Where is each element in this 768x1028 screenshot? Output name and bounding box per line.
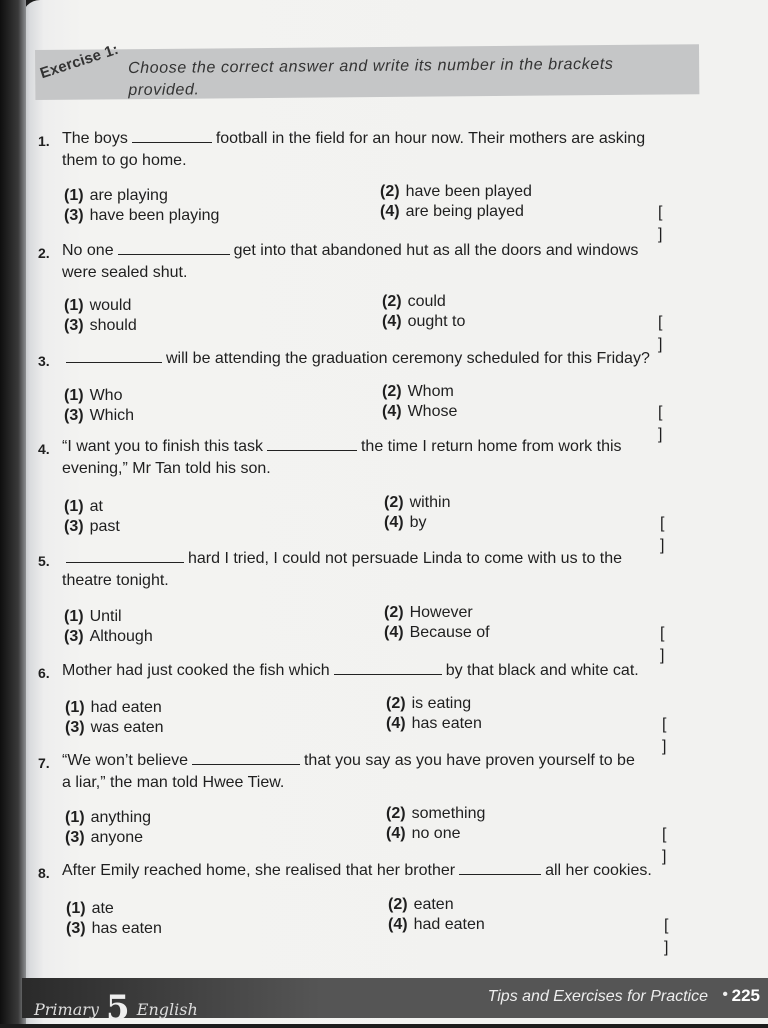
option-number: (4) bbox=[382, 403, 402, 420]
option-text: could bbox=[407, 293, 446, 310]
instruction-line-1: Choose the correct answer and write its number in the brackets bbox=[128, 55, 614, 77]
option-3 bbox=[64, 316, 137, 336]
option-number: (2) bbox=[384, 494, 404, 511]
option-number: (4) bbox=[388, 916, 408, 933]
option-1 bbox=[65, 808, 151, 828]
stem-second-line: a liar,” the man told Hwee Tiew. bbox=[62, 774, 285, 791]
option-text: eaten bbox=[413, 896, 454, 913]
option-text: ate bbox=[91, 900, 114, 917]
answer-bracket[interactable]: [ ] bbox=[662, 826, 689, 865]
answer-bracket[interactable]: [ ] bbox=[660, 625, 687, 664]
option-text: had eaten bbox=[413, 916, 485, 933]
answer-bracket[interactable]: [ ] bbox=[660, 515, 687, 554]
option-number: (3) bbox=[66, 920, 86, 937]
option-text: anyone bbox=[90, 829, 144, 846]
option-number: (2) bbox=[388, 896, 408, 913]
answer-bracket[interactable]: [ ] bbox=[664, 917, 691, 956]
option-3 bbox=[65, 718, 164, 738]
question-number: 7. bbox=[38, 755, 50, 771]
option-number: (3) bbox=[65, 829, 85, 846]
option-text: was eaten bbox=[90, 719, 164, 736]
stem-before-blank: “We won’t believe bbox=[62, 752, 188, 769]
option-text: by bbox=[409, 514, 427, 531]
option-3 bbox=[64, 206, 219, 226]
question-stem bbox=[62, 240, 707, 284]
stem-after-blank: all her cookies. bbox=[545, 862, 652, 879]
question-number: 1. bbox=[38, 133, 50, 149]
option-4 bbox=[386, 824, 461, 844]
option-1 bbox=[64, 497, 103, 517]
question-number: 3. bbox=[38, 353, 50, 369]
question-stem bbox=[62, 660, 707, 682]
option-number: (4) bbox=[384, 514, 404, 531]
option-number: (1) bbox=[65, 699, 85, 716]
question-number: 8. bbox=[38, 865, 50, 881]
option-4 bbox=[388, 915, 485, 935]
option-3 bbox=[64, 517, 120, 537]
answer-blank bbox=[66, 348, 162, 363]
stem-before-blank: The boys bbox=[62, 130, 128, 147]
option-number: (4) bbox=[380, 203, 400, 220]
option-text: at bbox=[89, 498, 103, 515]
option-number: (1) bbox=[64, 187, 84, 204]
answer-blank bbox=[267, 436, 357, 451]
option-number: (2) bbox=[384, 604, 404, 621]
stem-before-blank: After Emily reached home, she realised that her brother bbox=[62, 862, 456, 879]
option-text: has eaten bbox=[91, 920, 162, 937]
book-title bbox=[34, 984, 198, 1028]
option-text: Who bbox=[89, 387, 123, 404]
option-2 bbox=[386, 694, 471, 714]
question-stem bbox=[62, 860, 707, 882]
stem-second-line: were sealed shut. bbox=[62, 264, 188, 281]
option-text: are being played bbox=[405, 203, 524, 220]
option-text: Whom bbox=[407, 383, 454, 400]
option-text: is eating bbox=[411, 695, 472, 712]
option-number: (1) bbox=[66, 900, 86, 917]
option-number: (4) bbox=[386, 825, 406, 842]
option-number: (2) bbox=[382, 383, 402, 400]
answer-blank bbox=[192, 750, 300, 765]
option-number: (4) bbox=[384, 624, 404, 641]
option-text: past bbox=[89, 518, 120, 535]
option-text: Until bbox=[89, 608, 122, 625]
answer-bracket[interactable]: [ ] bbox=[658, 204, 685, 243]
option-number: (2) bbox=[380, 183, 400, 200]
option-4 bbox=[384, 623, 490, 643]
option-4 bbox=[382, 402, 457, 422]
option-3 bbox=[64, 627, 153, 647]
option-number: (4) bbox=[382, 313, 402, 330]
option-2 bbox=[382, 292, 446, 312]
stem-second-line: evening,” Mr Tan told his son. bbox=[62, 460, 271, 477]
option-text: Although bbox=[89, 628, 153, 645]
answer-blank bbox=[334, 660, 442, 675]
stem-before-blank: “I want you to finish this task bbox=[62, 438, 263, 455]
option-2 bbox=[388, 895, 454, 915]
option-text: have been playing bbox=[89, 207, 220, 224]
question-number: 6. bbox=[38, 665, 50, 681]
stem-after-blank: football in the field for an hour now. Their mothers are asking bbox=[215, 130, 646, 147]
option-number: (2) bbox=[386, 695, 406, 712]
stem-second-line: them to go home. bbox=[62, 152, 187, 169]
option-4 bbox=[382, 312, 465, 332]
stem-before-blank: No one bbox=[62, 242, 114, 259]
stem-after-blank: hard I tried, I could not persuade Linda to come with us to the bbox=[188, 550, 623, 567]
footer-bullet: • bbox=[722, 986, 728, 1003]
stem-before-blank: Mother had just cooked the fish which bbox=[62, 662, 330, 679]
option-number: (3) bbox=[64, 317, 84, 334]
answer-bracket[interactable]: [ ] bbox=[658, 314, 685, 353]
option-text: Because of bbox=[409, 624, 490, 641]
option-4 bbox=[380, 202, 524, 222]
book-spine bbox=[0, 0, 26, 1024]
question-stem bbox=[62, 128, 707, 172]
option-3 bbox=[66, 919, 162, 939]
question-stem bbox=[62, 750, 707, 794]
stem-after-blank: that you say as you have proven yourself to be bbox=[303, 752, 635, 769]
option-2 bbox=[386, 804, 485, 824]
option-text: within bbox=[409, 494, 451, 511]
option-text: would bbox=[89, 297, 132, 314]
option-2 bbox=[384, 603, 473, 623]
option-number: (2) bbox=[382, 293, 402, 310]
option-text: anything bbox=[90, 809, 152, 826]
option-number: (1) bbox=[65, 809, 85, 826]
option-number: (4) bbox=[386, 715, 406, 732]
option-1 bbox=[64, 186, 168, 206]
page-number: 225 bbox=[731, 986, 760, 1005]
option-number: (1) bbox=[64, 498, 84, 515]
option-text: something bbox=[411, 805, 486, 822]
option-4 bbox=[384, 513, 426, 533]
option-text: are playing bbox=[89, 187, 168, 204]
book-title-left: Primary bbox=[34, 1000, 99, 1019]
option-text: Which bbox=[89, 407, 135, 424]
stem-after-blank: the time I return home from work this bbox=[360, 438, 622, 455]
question-number: 5. bbox=[38, 553, 50, 569]
answer-blank bbox=[459, 860, 541, 875]
answer-blank bbox=[118, 240, 230, 255]
option-2 bbox=[380, 182, 532, 202]
question-stem bbox=[62, 348, 707, 370]
option-number: (3) bbox=[64, 518, 84, 535]
option-text: has eaten bbox=[411, 715, 482, 732]
stem-after-blank: get into that abandoned hut as all the doors and windows bbox=[233, 242, 639, 259]
option-1 bbox=[65, 698, 162, 718]
option-1 bbox=[66, 899, 114, 919]
stem-after-blank: will be attending the graduation ceremony scheduled for this Friday? bbox=[166, 350, 650, 367]
page-footer bbox=[22, 978, 768, 1028]
exercise-instruction bbox=[128, 53, 698, 102]
option-number: (1) bbox=[64, 608, 84, 625]
option-text: ought to bbox=[407, 313, 466, 330]
exercise-label: Exercise 1: bbox=[38, 40, 121, 83]
option-number: (1) bbox=[64, 387, 84, 404]
option-number: (3) bbox=[64, 628, 84, 645]
answer-bracket[interactable]: [ ] bbox=[658, 404, 685, 443]
stem-after-blank: by that black and white cat. bbox=[445, 662, 639, 679]
option-3 bbox=[64, 406, 134, 426]
stem-second-line: theatre tonight. bbox=[62, 572, 169, 589]
option-2 bbox=[384, 493, 450, 513]
question-number: 2. bbox=[38, 245, 50, 261]
question-stem bbox=[62, 436, 707, 480]
book-title-right: English bbox=[136, 1000, 198, 1019]
instruction-line-2: provided. bbox=[128, 81, 200, 99]
option-text: have been played bbox=[405, 183, 532, 200]
option-2 bbox=[382, 382, 454, 402]
option-number: (3) bbox=[65, 719, 85, 736]
option-number: (3) bbox=[64, 407, 84, 424]
option-text: had eaten bbox=[90, 699, 162, 716]
question-number: 4. bbox=[38, 441, 50, 457]
option-number: (1) bbox=[64, 297, 84, 314]
option-1 bbox=[64, 386, 122, 406]
answer-blank bbox=[66, 548, 184, 563]
option-text: However bbox=[409, 604, 473, 621]
option-number: (2) bbox=[386, 805, 406, 822]
option-text: should bbox=[89, 317, 137, 334]
option-1 bbox=[64, 607, 122, 627]
answer-bracket[interactable]: [ ] bbox=[662, 716, 689, 755]
option-number: (3) bbox=[64, 207, 84, 224]
question-stem bbox=[62, 548, 707, 592]
option-1 bbox=[64, 296, 131, 316]
option-text: Whose bbox=[407, 403, 458, 420]
series-title: Tips and Exercises for Practice bbox=[487, 988, 708, 1005]
option-text: no one bbox=[411, 825, 461, 842]
option-3 bbox=[65, 828, 143, 848]
answer-blank bbox=[132, 128, 212, 143]
option-4 bbox=[386, 714, 482, 734]
book-title-number: 5 bbox=[106, 988, 130, 1028]
